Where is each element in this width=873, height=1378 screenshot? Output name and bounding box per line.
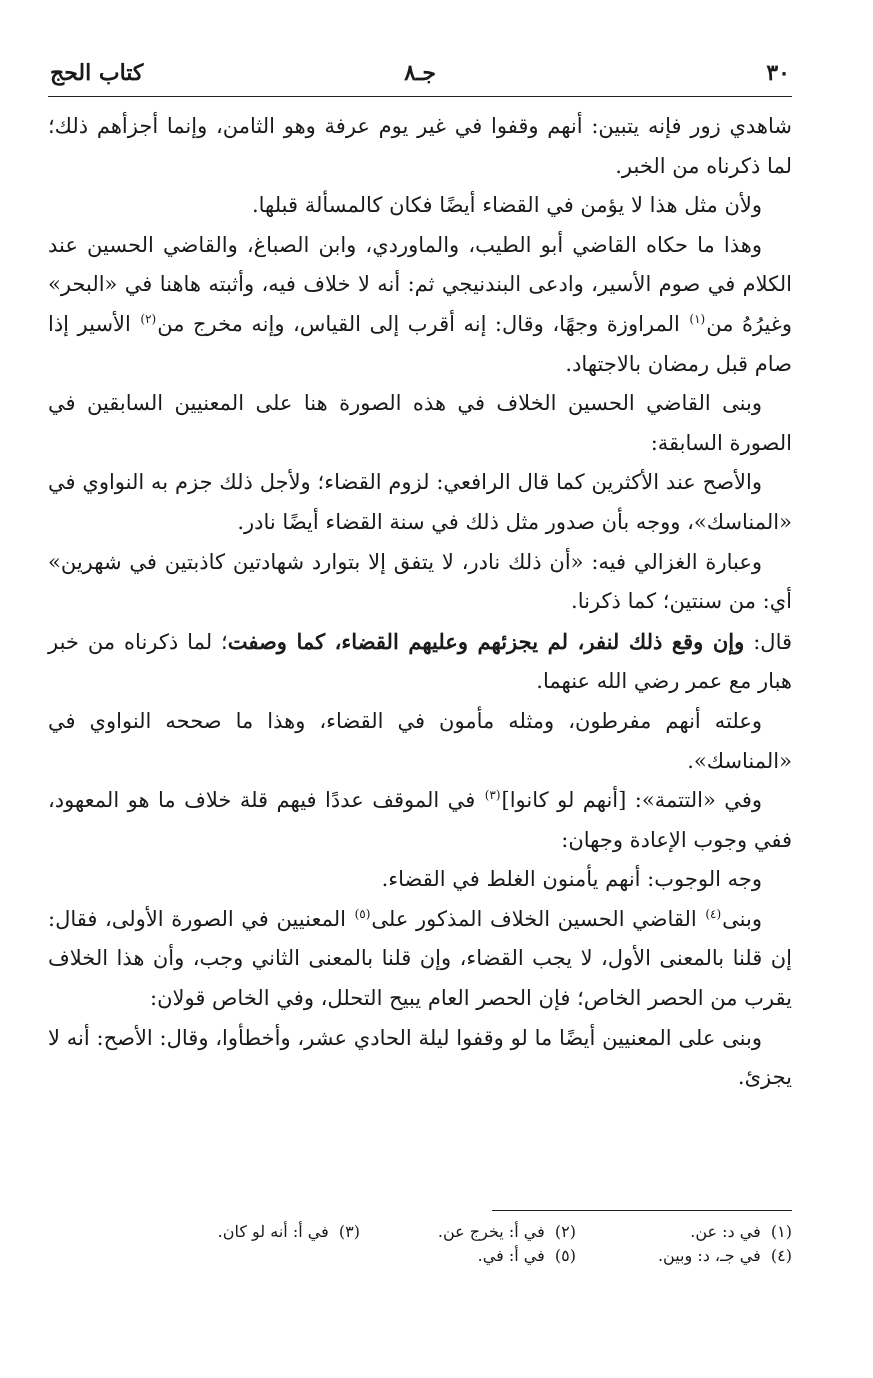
paragraph: شاهدي زور فإنه يتبين: أنهم وقفوا في غير يوم عرفة وهو الثامن، وإنما أجزأهم ذلك؛ لما ذكرناه من الخبر.	[48, 114, 792, 178]
text-run: المراوزة وجهًا، وقال: إنه أقرب إلى القياس، وإنه مخرج من	[157, 311, 689, 336]
text-run: وهذا ما حكاه القاضي أبو الطيب، والماوردي، وابن الصباغ، والقاضي الحسين عند الكلام في صوم الأسير، وادعى البندنيجي ثم: أنه لا خلاف فيه، وأثبته هاهنا في «البحر» وغيرُهُ من	[48, 232, 793, 336]
footnote-marker[interactable]: (١)	[689, 311, 706, 326]
body-text	[48, 107, 792, 1098]
text-run: القاضي الحسين الخلاف المذكور على	[371, 906, 705, 931]
text-run: وبنى	[722, 906, 762, 931]
paragraph: وبنى على المعنيين أيضًا ما لو وقفوا ليلة الحادي عشر، وأخطأوا، وقال: الأصح: أنه لا يجزئ.	[48, 1025, 792, 1090]
page-number: ٣٠	[766, 60, 790, 86]
volume-label: جـ٨	[404, 60, 436, 86]
text-run: ؛ لما ذكرناه من خبر هبار مع عمر رضي الله عنهما.	[48, 629, 792, 694]
footnote-text: في أ: يخرج عن.	[437, 1222, 545, 1241]
paragraph: والأصح عند الأكثرين كما قال الرافعي: لزوم القضاء؛ ولأجل ذلك جزم به النواوي في «المناسك»، ووجه بأن صدور مثل ذلك في سنة القضاء أيضًا نادر.	[48, 470, 792, 534]
footnotes	[48, 1220, 792, 1268]
paragraph: ولأن مثل هذا لا يؤمن في القضاء أيضًا فكان كالمسألة قبلها.	[251, 193, 762, 218]
footnote-text: في أ: أنه لو كان.	[217, 1222, 329, 1241]
paragraph	[48, 900, 792, 1019]
footnote-text: في جـ، د: وبين.	[657, 1246, 761, 1265]
footnote-number: (٣)	[338, 1222, 360, 1241]
footnote-number: (١)	[770, 1222, 792, 1241]
footnote-item	[576, 1244, 792, 1268]
running-header	[48, 52, 792, 97]
document-page	[48, 52, 792, 1342]
footnote-number: (٢)	[554, 1222, 576, 1241]
footnote-item	[360, 1220, 576, 1244]
footnote-text: في د: عن.	[690, 1222, 761, 1241]
text-run: وفي «التتمة»: [أنهم لو كانوا]	[501, 788, 762, 813]
footnote-text: في أ: في.	[477, 1246, 545, 1265]
text-run: المعنيين في الصورة الأولى، فقال: إن قلنا بالمعنى الأول، لا يجب القضاء، وإن قلنا بالمعنى الثاني وجب، وأن هذا الخلاف يقرب من الحصر الخاص؛ فإن الحصر العام يبيح التحلل، وفي الخاص قولان:	[48, 906, 792, 1011]
paragraph: وعلته أنهم مفرطون، ومثله مأمون في القضاء، وهذا ما صححه النواوي في «المناسك».	[48, 708, 792, 773]
paragraph	[48, 781, 792, 860]
footnote-marker[interactable]: (٥)	[354, 906, 371, 921]
footnote-number: (٥)	[554, 1246, 576, 1265]
footnote-marker[interactable]: (٢)	[140, 311, 157, 326]
paragraph: وبنى القاضي الحسين الخلاف في هذه الصورة هنا على المعنيين السابقين في الصورة السابقة:	[48, 391, 792, 455]
footnote-item	[144, 1220, 360, 1244]
paragraph	[48, 622, 792, 702]
paragraph	[48, 226, 792, 384]
footnote-marker[interactable]: (٤)	[705, 906, 722, 921]
footnote-row	[48, 1220, 792, 1244]
paragraph: وجه الوجوب: أنهم يأمنون الغلط في القضاء.	[381, 867, 762, 892]
matn-bold-text: وإن وقع ذلك لنفر، لم يجزئهم وعليهم القضاء، كما وصفت	[227, 628, 745, 654]
footnote-number: (٤)	[770, 1246, 792, 1265]
footnote-row	[48, 1244, 792, 1268]
paragraph: وعبارة الغزالي فيه: «أن ذلك نادر، لا يتفق إلا بتوارد شهادتين كاذبتين في شهرين» أي: من سنتين؛ كما ذكرنا.	[48, 549, 792, 614]
text-run: قال:	[744, 629, 792, 654]
footnote-item	[360, 1244, 576, 1268]
footnote-marker[interactable]: (٣)	[484, 788, 501, 803]
footnote-item	[576, 1220, 792, 1244]
text-run: في الموقف عددًا فيهم قلة خلاف ما هو المعهود، ففي وجوب الإعادة وجهان:	[48, 788, 792, 852]
text-run: الأسير إذا صام قبل رمضان بالاجتهاد.	[48, 311, 792, 376]
footnote-divider	[492, 1210, 792, 1211]
book-title: كتاب الحج	[50, 60, 144, 86]
